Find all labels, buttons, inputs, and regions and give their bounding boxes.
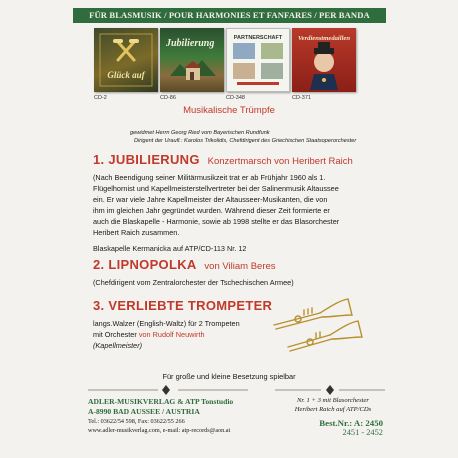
- piece-subtitle: Konzertmarsch von Heribert Raich: [207, 156, 353, 167]
- publisher-block: [88, 397, 253, 435]
- dedication: [130, 129, 356, 145]
- page-subtitle: Musikalische Trümpfe: [183, 105, 275, 116]
- recording-info-line: Nr. 1 + 3 mit Blasorchester: [297, 397, 369, 404]
- cd-item-371[interactable]: [292, 28, 362, 101]
- piece-title-lipnopolka: [93, 257, 276, 272]
- order-block: [283, 397, 383, 437]
- contact-line: Tel.: 03622/54 598, Fax: 03622/55 266: [88, 418, 185, 425]
- description-line: ihm im gleichen Jahr gegründet wurden. Während dieser Zeit formierte er: [93, 206, 330, 215]
- piece-description: [93, 318, 273, 351]
- header-banner: FÜR BLASMUSIK / POUR HARMONIES ET FANFARES / PER BANDA: [73, 8, 386, 23]
- piece-description: [93, 172, 393, 238]
- svg-text:Jubilierung: Jubilierung: [166, 38, 215, 49]
- description-line: Heribert Raich zusammen.: [93, 228, 180, 237]
- recording-info: [283, 397, 383, 414]
- contact-line[interactable]: www.adler-musikverlag.com, e-mail: atp-records@aon.at: [88, 426, 231, 434]
- description-line: auch die Blaskapelle - Harmonie, sowie ab 1998 stellte er das Blasorchester: [93, 217, 340, 226]
- cd-cover-glueck-auf: [94, 28, 158, 92]
- piece-number: 1. JUBILIERUNG: [93, 152, 200, 167]
- description-line: [93, 329, 273, 340]
- cd-label: CD-2: [94, 95, 107, 101]
- dedication-line: gewidmet Herrn Georg Ried vom Bayerischen Rundfunk: [130, 130, 270, 136]
- cd-label: CD-348: [226, 95, 245, 101]
- piece-title-jubilierung: [93, 152, 353, 167]
- svg-text:Verdienstmedaillen: Verdienstmedaillen: [297, 35, 351, 42]
- trumpets-icon: [268, 295, 368, 353]
- description-line: langs.Walzer (English-Waltz) für 2 Trompeten: [93, 319, 240, 328]
- order-number: Best.Nr.: A: 2450: [319, 418, 383, 428]
- recording-info-line: Heribert Raich auf ATP/CDs: [294, 405, 372, 413]
- piece-title-verliebte-trompeter: [93, 298, 272, 313]
- description-line: ein. Er war viele Jahre Kapellmeister der Altausseer-Musikanten, die von: [93, 195, 328, 204]
- cd-item-2[interactable]: [94, 28, 164, 101]
- dedication-line: Dirigent der Uraufl.: Karolos Trikolidis, Chefdirigent des Griechischen Staatsoperorchester: [134, 138, 357, 144]
- piece-description: [93, 277, 393, 288]
- cd-cover-jubilierung: [160, 28, 224, 92]
- publisher-name: [88, 397, 253, 417]
- divider-ornament-icon: [275, 384, 385, 396]
- cd-item-348[interactable]: [226, 28, 296, 101]
- recording-note: Blaskapelle Kermanicka auf ATP/CD-113 Nr. 12: [93, 244, 247, 253]
- divider-ornament-icon: [88, 384, 248, 396]
- order-number-range: 2451 - 2452: [342, 428, 383, 437]
- description-line: (Nach Beendigung seiner Militärmusikzeit trat er ab Frühjahr 1960 als 1.: [93, 173, 326, 182]
- publisher-contact: [88, 418, 253, 435]
- piece-number: 3. VERLIEBTE TROMPETER: [93, 298, 273, 313]
- description-line: (Chefdirigent vom Zentralorchester der Tschechischen Armee): [93, 278, 294, 287]
- cd-label: CD-371: [292, 95, 311, 101]
- cd-item-86[interactable]: [160, 28, 230, 101]
- piece-number: 2. LIPNOPOLKA: [93, 257, 197, 272]
- svg-text:PARTNERSCHAFT: PARTNERSCHAFT: [233, 35, 283, 41]
- line-prefix: mit Orchester: [93, 330, 137, 339]
- cd-cover-verdienstmedaillen: [292, 28, 356, 92]
- composer-role: (Kapellmeister): [93, 341, 143, 350]
- publisher-line: A-8990 BAD AUSSEE / AUSTRIA: [88, 407, 200, 416]
- cd-label: CD-86: [160, 95, 176, 101]
- instrumentation-note: Für große und kleine Besetzung spielbar: [162, 372, 296, 381]
- svg-text:Glück auf: Glück auf: [107, 70, 145, 80]
- publisher-line: ADLER-MUSIKVERLAG & ATP Tonstudio: [88, 397, 234, 406]
- cd-cover-partnerschaft: [226, 28, 290, 92]
- description-line: Flügelhornist und Kapellmeisterstellvertreter bei der Salinenmusik Altaussee: [93, 184, 339, 193]
- composer-name: von Rudolf Neuwirth: [138, 330, 205, 339]
- piece-subtitle: von Viliam Beres: [204, 261, 276, 272]
